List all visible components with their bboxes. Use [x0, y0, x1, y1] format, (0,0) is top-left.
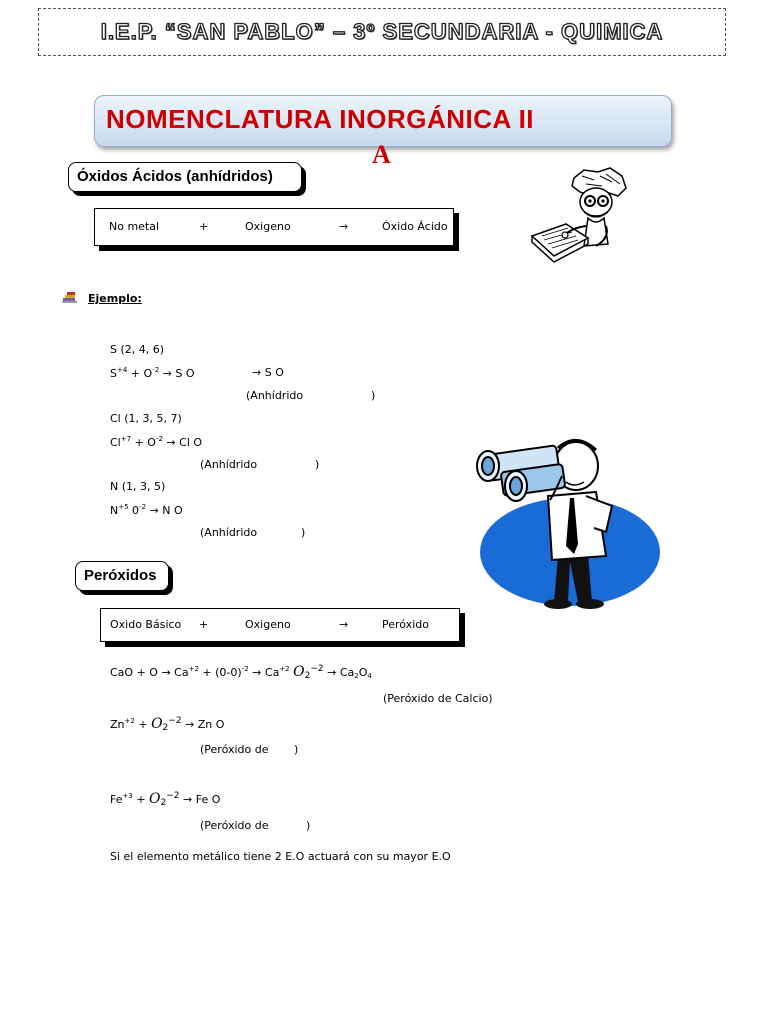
chlorine-reaction [110, 435, 202, 449]
superscript: -2 [241, 665, 249, 673]
nitrogen-oxidation-states: N (1, 3, 5) [110, 480, 166, 493]
chlorine-anhydride-close: ) [315, 458, 320, 471]
sulfur-product: → S O [252, 366, 284, 379]
sulfur-anhydride-open: (Anhídrido [246, 389, 304, 402]
text: + O [127, 367, 153, 380]
page-title: NOMENCLATURA INORGÁNICA II [106, 104, 535, 134]
sulfur-oxidation-states: S (2, 4, 6) [110, 343, 165, 356]
nitrogen-anhydride-open: (Anhídrido [200, 526, 258, 539]
calcium-peroxide-reaction [110, 664, 372, 681]
subscript: 2 [160, 798, 167, 808]
iron-peroxide-name-open: (Peróxido de [200, 819, 269, 832]
superscript: −2 [310, 664, 324, 674]
text: O [293, 664, 305, 680]
calcium-peroxide-name: (Peróxido de Calcio) [383, 692, 493, 705]
text: + [132, 793, 150, 806]
text: 0 [128, 504, 140, 517]
formula-plus: + [199, 618, 209, 631]
superscript: −2 [168, 716, 182, 726]
peroxide-ion [149, 791, 180, 807]
text: + O [131, 436, 156, 449]
superscript: +3 [122, 792, 133, 800]
nitrogen-reaction [110, 503, 183, 517]
superscript: −2 [166, 791, 180, 801]
bullet-books-icon [62, 292, 78, 304]
subscript: 2 [162, 723, 169, 733]
text: → S O [159, 367, 195, 380]
text: Cl [110, 436, 121, 449]
section-heading-peroxidos: Peróxidos [75, 561, 169, 591]
peroxide-ion [293, 664, 324, 680]
formula-reactant-1: No metal [109, 220, 160, 233]
text: + (0-0) [198, 666, 242, 679]
text: Fe [110, 793, 123, 806]
formula-reactant-1: Oxido Básico [110, 618, 182, 631]
formula-reactant-2: Oxigeno [245, 618, 291, 631]
iron-peroxide-reaction [110, 791, 220, 808]
formula-reactant-2: Oxigeno [245, 220, 291, 233]
page-title-continuation: A [372, 140, 391, 169]
zinc-peroxide-name-open: (Peróxido de [200, 743, 269, 756]
superscript: +5 [118, 503, 129, 511]
text: O [151, 716, 163, 732]
professor-reading-illustration [526, 166, 634, 264]
peroxide-ion [151, 716, 182, 732]
sulfur-reaction [110, 366, 195, 380]
note-text: Si el elemento metálico tiene 2 E.O actuará con su mayor E.O [110, 850, 451, 863]
text: CaO + O → Ca [110, 666, 189, 679]
text: → N O [146, 504, 183, 517]
sulfur-anhydride-close: ) [371, 389, 376, 402]
superscript: +2 [124, 717, 135, 725]
formula-arrow: → [339, 618, 349, 631]
zinc-peroxide-reaction [110, 716, 224, 733]
header-text: I.E.P. “SAN PABLO” – 3º SECUNDARIA - QUIMICA [100, 19, 664, 44]
text: + [134, 718, 152, 731]
text: → Ca [248, 666, 280, 679]
superscript: +2 [188, 665, 199, 673]
iron-peroxide-name-close: ) [306, 819, 311, 832]
subscript: 4 [367, 672, 372, 680]
formula-arrow: → [339, 220, 349, 233]
subscript: 2 [304, 671, 311, 681]
superscript: +7 [120, 435, 132, 443]
header-banner [38, 8, 726, 56]
text: → Zn O [185, 718, 225, 731]
text: → Ca [327, 666, 355, 679]
nitrogen-anhydride-close: ) [301, 526, 306, 539]
section-heading-oxidos-acidos: Óxidos Ácidos (anhídridos) [68, 162, 302, 192]
superscript: -2 [155, 435, 163, 443]
text: S [110, 367, 117, 380]
subscript: 2 [354, 672, 359, 680]
text: O [149, 791, 161, 807]
formula-box-peroxido [100, 608, 460, 642]
text: → Fe O [183, 793, 221, 806]
text: N [110, 504, 119, 517]
formula-product: Óxido Ácido [382, 220, 448, 233]
text: Zn [110, 718, 125, 731]
ejemplo-label: Ejemplo: [88, 292, 142, 305]
formula-product: Peróxido [382, 618, 429, 631]
formula-plus: + [199, 220, 209, 233]
superscript: +2 [279, 665, 290, 673]
superscript: -2 [139, 503, 147, 511]
superscript: -2 [152, 366, 160, 374]
zinc-peroxide-name-close: ) [294, 743, 299, 756]
formula-box-oxido-acido [94, 208, 454, 246]
text: O [358, 666, 368, 679]
chlorine-oxidation-states: Cl (1, 3, 5, 7) [110, 412, 182, 425]
man-with-binoculars-illustration [466, 436, 660, 612]
text: → Cl O [162, 436, 203, 449]
chlorine-anhydride-open: (Anhídrido [200, 458, 258, 471]
superscript: +4 [116, 366, 128, 374]
